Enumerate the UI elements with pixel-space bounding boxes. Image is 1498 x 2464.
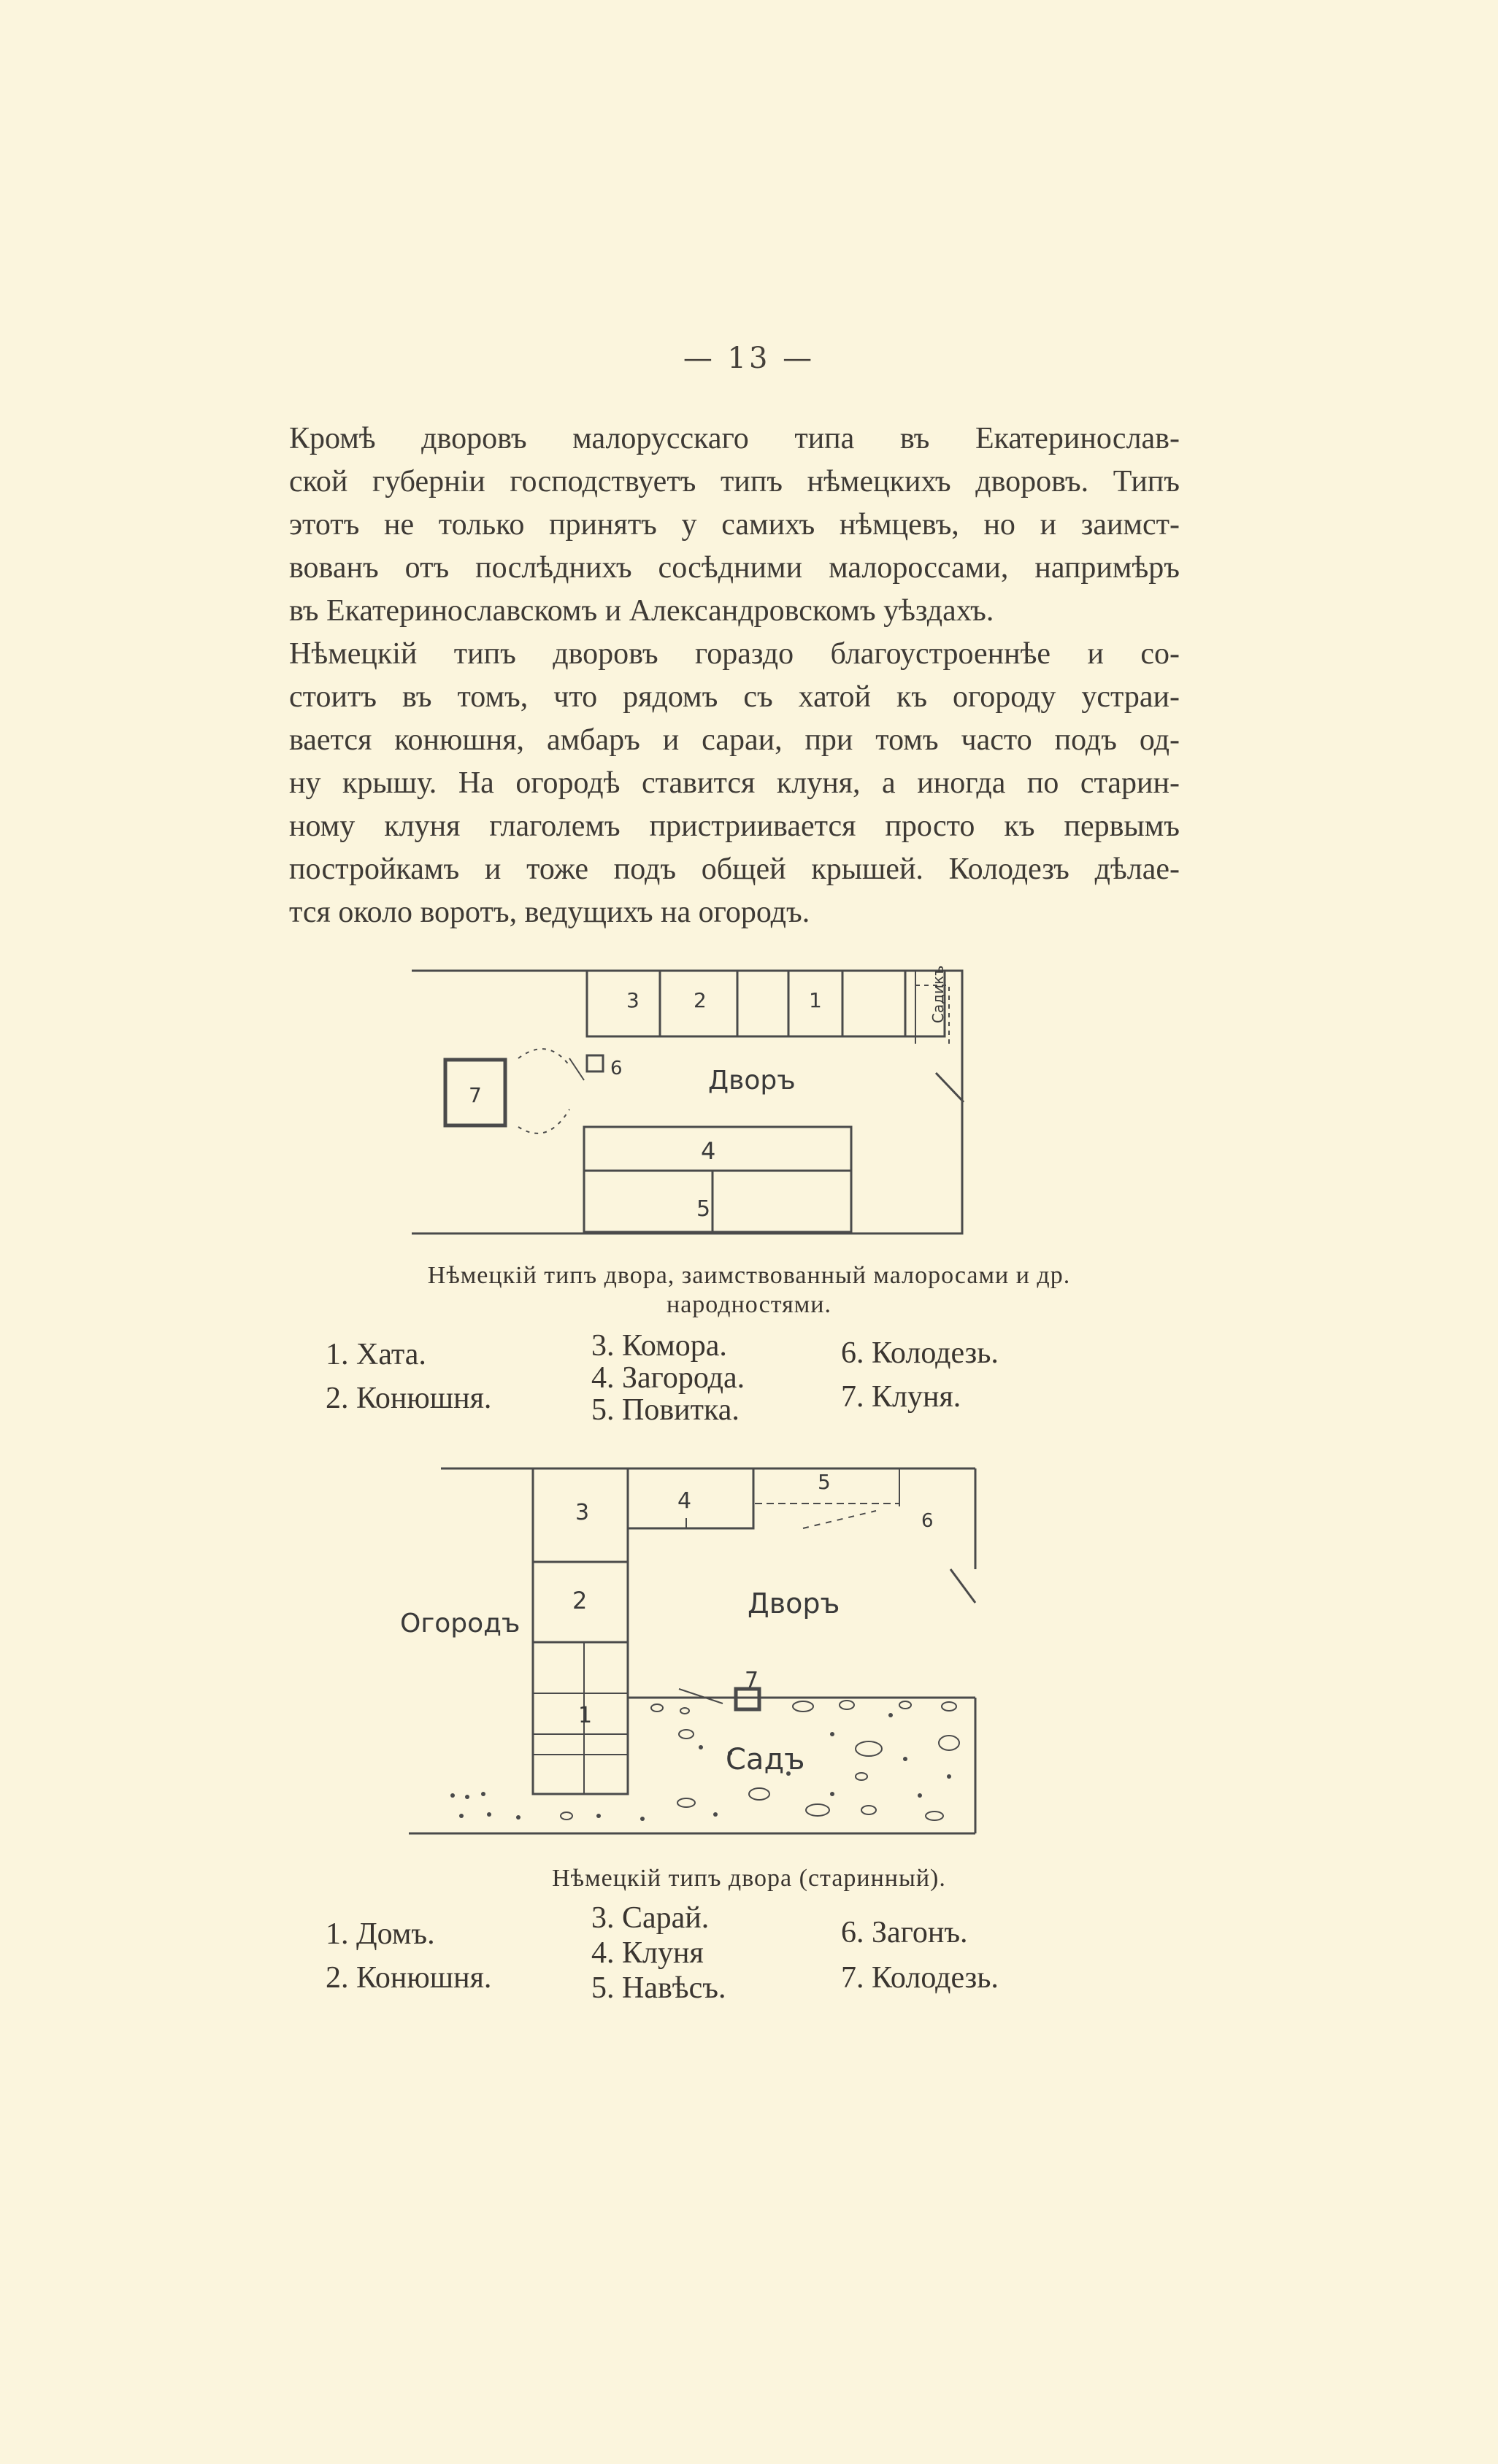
label-1: 1 — [809, 988, 822, 1012]
label-4: 4 — [677, 1488, 692, 1514]
figure-2-legend — [326, 1901, 1056, 2017]
figure-1-legend — [326, 1328, 1056, 1431]
figure-2-plan — [394, 1460, 993, 1854]
legend-item: 7. Колодезь. — [841, 1961, 999, 1995]
text-line: постройкамъ и тоже подъ общей крышей. Колодезъ дѣлае- — [289, 852, 1180, 886]
text-line: этотъ не только принятъ у самихъ нѣмцевъ, но и заимст- — [289, 508, 1180, 542]
legend-item: 3. Сарай. — [591, 1901, 710, 1935]
legend-item: 5. Повитка. — [591, 1393, 740, 1427]
label-1: 1 — [578, 1703, 593, 1728]
label-7: 7 — [745, 1668, 759, 1693]
label-2: 2 — [694, 988, 707, 1012]
figure-1-caption — [0, 1261, 1498, 1320]
text-line: ному клуня глаголемъ пристриивается просто къ первымъ — [289, 809, 1180, 843]
figure-1-caption-line2: народностями. — [667, 1291, 831, 1318]
text-line: вается конюшня, амбаръ и сараи, при томъ часто подъ од- — [289, 723, 1180, 757]
label-yard: Дворъ — [748, 1587, 840, 1620]
text-line: тся около воротъ, ведущихъ на огородъ. — [289, 896, 810, 929]
figure-1-svg — [409, 963, 978, 1241]
figure-2-svg — [394, 1460, 993, 1854]
text-line: въ Екатеринославскомъ и Александровскомъ уѣздахъ. — [289, 594, 994, 628]
text-line: вованъ отъ послѣднихъ сосѣдними малороссами, напримѣръ — [289, 551, 1180, 585]
text-line: ну крышу. На огородѣ ставится клуня, а иногда по старин- — [289, 766, 1180, 800]
building-5 — [584, 1171, 851, 1232]
orchard-dots — [450, 1713, 951, 1821]
page-number: — 13 — — [683, 342, 815, 375]
yard-boundary — [412, 971, 962, 1233]
legend-item: 3. Комора. — [591, 1329, 727, 1363]
label-6: 6 — [610, 1058, 623, 1079]
text-line: стоитъ въ томъ, что рядомъ съ хатой къ огороду устраи- — [289, 680, 1180, 714]
label-5: 5 — [818, 1470, 831, 1494]
legend-item: 5. Навѣсъ. — [591, 1971, 726, 2005]
label-yard: Дворъ — [708, 1066, 796, 1096]
figure-2-caption: Нѣмецкій типъ двора (старинный). — [552, 1865, 946, 1892]
legend-item: 6. Загонъ. — [841, 1916, 968, 1949]
legend-item: 1. Хата. — [326, 1338, 426, 1371]
label-orchard: Садъ — [726, 1743, 805, 1776]
label-2: 2 — [572, 1587, 588, 1614]
label-3: 3 — [575, 1500, 590, 1525]
label-4: 4 — [701, 1137, 716, 1165]
well — [587, 1055, 603, 1071]
text-line: ской губерніи господствуетъ типъ нѣмецкихъ дворовъ. Типъ — [289, 465, 1180, 498]
top-building-row — [587, 971, 945, 1036]
text-line: Нѣмецкій типъ дворовъ гораздо благоустроеннѣе и со- — [289, 637, 1180, 671]
label-3: 3 — [626, 988, 639, 1012]
label-6: 6 — [921, 1510, 934, 1532]
legend-item: 1. Домъ. — [326, 1917, 435, 1951]
legend-item: 4. Клуня — [591, 1936, 704, 1970]
legend-item: 2. Конюшня. — [326, 1382, 492, 1415]
legend-item: 6. Колодезь. — [841, 1336, 999, 1370]
figure-1-caption-line1: Нѣмецкій типъ двора, заимствованный малоросами и др. — [427, 1262, 1071, 1289]
text-line: Кромѣ дворовъ малорусскаго типа въ Екатеринослав- — [289, 422, 1180, 455]
label-small-garden: Садикъ — [929, 965, 947, 1023]
body-text — [289, 417, 1180, 934]
building-4 — [584, 1127, 851, 1171]
legend-item: 4. Загорода. — [591, 1361, 745, 1395]
label-7: 7 — [469, 1083, 482, 1107]
figure-1-plan — [409, 963, 978, 1241]
label-5: 5 — [696, 1196, 711, 1222]
label-vegetable-garden: Огородъ — [400, 1609, 521, 1639]
legend-item: 2. Конюшня. — [326, 1961, 492, 1995]
legend-item: 7. Клуня. — [841, 1380, 961, 1414]
pen-6 — [803, 1511, 876, 1528]
